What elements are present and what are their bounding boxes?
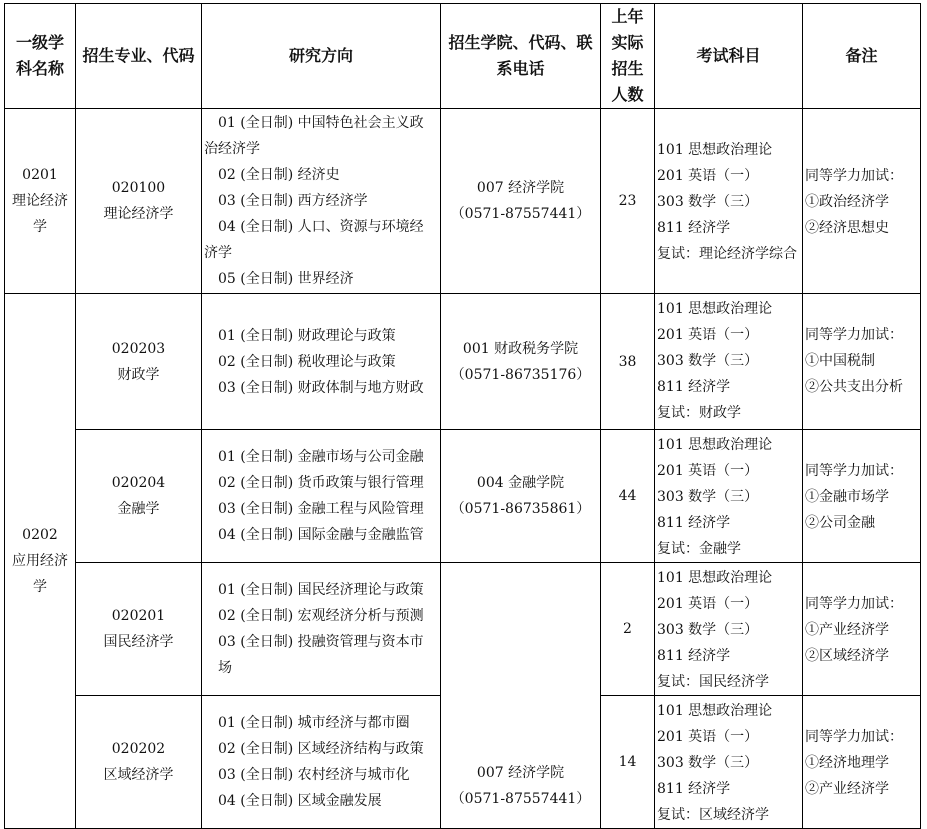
college-cell: 007 经济学院 （0571-87557441） — [441, 563, 601, 829]
first-level-cell: 0201 理论经济 学 — [5, 109, 76, 294]
exam-cell: 101 思想政治理论 201 英语（一） 303 数学（三） 811 经济学 复试：金融学 — [655, 430, 803, 563]
enrolled-cell: 38 — [601, 294, 655, 430]
note-cell: 同等学力加试： ①中国税制 ②公共支出分析 — [803, 294, 921, 430]
college-cell: 007 经济学院 （0571-87557441） — [441, 109, 601, 294]
table-row — [5, 294, 921, 430]
exam-cell: 101 思想政治理论 201 英语（一） 303 数学（三） 811 经济学 复试：区域经济学 — [655, 696, 803, 829]
note-cell: 同等学力加试： ①经济地理学 ②产业经济学 — [803, 696, 921, 829]
direction-cell: 01 (全日制) 国民经济理论与政策 02 (全日制) 宏观经济分析与预测 03 (全日制) 投融资管理与资本市 场 — [202, 563, 441, 696]
exam-cell: 101 思想政治理论 201 英语（一） 303 数学（三） 811 经济学 复试：财政学 — [655, 294, 803, 430]
table-row — [5, 563, 921, 696]
header-major: 招生专业、代码 — [76, 4, 202, 109]
college-cell: 004 金融学院 （0571-86735861） — [441, 430, 601, 563]
enrolled-cell: 2 — [601, 563, 655, 696]
direction-cell: 01 (全日制) 金融市场与公司金融 02 (全日制) 货币政策与银行管理 03 (全日制) 金融工程与风险管理 04 (全日制) 国际金融与金融监管 — [202, 430, 441, 563]
enrolled-cell: 14 — [601, 696, 655, 829]
college-cell: 001 财政税务学院 （0571-86735176） — [441, 294, 601, 430]
header-college: 招生学院、代码、联 系电话 — [441, 4, 601, 109]
note-cell: 同等学力加试： ①政治经济学 ②经济思想史 — [803, 109, 921, 294]
major-cell: 020204 金融学 — [76, 430, 202, 563]
major-cell: 020203 财政学 — [76, 294, 202, 430]
direction-cell: 01 (全日制) 财政理论与政策 02 (全日制) 税收理论与政策 03 (全日制) 财政体制与地方财政 — [202, 294, 441, 430]
enrolled-cell: 44 — [601, 430, 655, 563]
header-direction: 研究方向 — [202, 4, 441, 109]
table-row — [5, 109, 921, 294]
header-enrolled: 上年 实际 招生 人数 — [601, 4, 655, 109]
direction-cell: 01 (全日制) 城市经济与都市圈 02 (全日制) 区域经济结构与政策 03 (全日制) 农村经济与城市化 04 (全日制) 区域金融发展 — [202, 696, 441, 829]
header-note: 备注 — [803, 4, 921, 109]
major-cell: 020202 区域经济学 — [76, 696, 202, 829]
admissions-table — [4, 3, 921, 829]
first-level-cell: 0202 应用经济 学 — [5, 294, 76, 829]
exam-cell: 101 思想政治理论 201 英语（一） 303 数学（三） 811 经济学 复试：国民经济学 — [655, 563, 803, 696]
note-cell: 同等学力加试： ①金融市场学 ②公司金融 — [803, 430, 921, 563]
enrolled-cell: 23 — [601, 109, 655, 294]
direction-cell: 01 (全日制) 中国特色社会主义政 治经济学 02 (全日制) 经济史 03 (全日制) 西方经济学 04 (全日制) 人口、资源与环境经 济学 05 (全日制) 世界经济 — [202, 109, 441, 294]
header-first-level: 一级学 科名称 — [5, 4, 76, 109]
major-cell: 020201 国民经济学 — [76, 563, 202, 696]
note-cell: 同等学力加试： ①产业经济学 ②区域经济学 — [803, 563, 921, 696]
header-exam: 考试科目 — [655, 4, 803, 109]
major-cell: 020100 理论经济学 — [76, 109, 202, 294]
table-row — [5, 430, 921, 563]
exam-cell: 101 思想政治理论 201 英语（一） 303 数学（三） 811 经济学 复试：理论经济学综合 — [655, 109, 803, 294]
